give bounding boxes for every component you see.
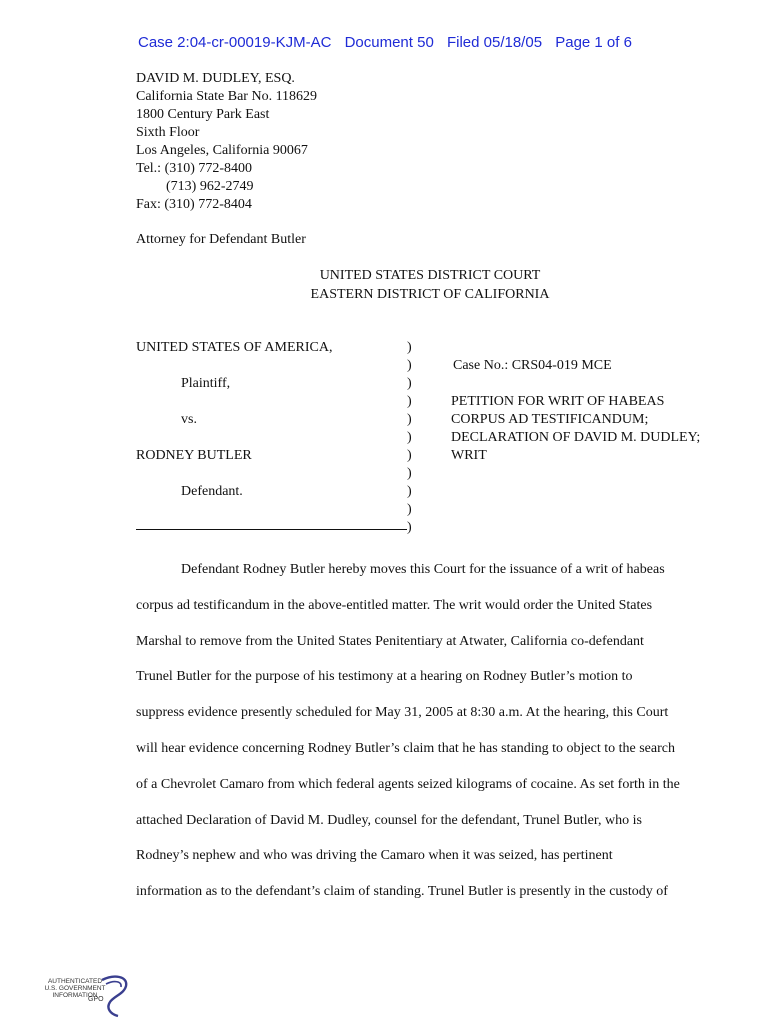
- versus-label: vs.: [181, 412, 197, 427]
- case-caption-parties: [136, 339, 332, 501]
- attorney-name: DAVID M. DUDLEY, ESQ.: [136, 71, 295, 86]
- caption-paren: ): [407, 502, 412, 517]
- body-line: Marshal to remove from the United States Penitentiary at Atwater, California co-defendant: [136, 633, 644, 649]
- caption-paren: ): [407, 394, 412, 409]
- case-number: Case No.: CRS04-019 MCE: [453, 358, 612, 373]
- gpo-line: INFORMATION: [52, 992, 98, 999]
- caption-paren: ): [407, 376, 412, 391]
- attorney-bar-number: California State Bar No. 118629: [136, 89, 318, 104]
- body-line: Defendant Rodney Butler hereby moves this Court for the issuance of a writ of habeas: [181, 562, 665, 577]
- body-line: corpus ad testificandum in the above-entitled matter. The writ would order the United States: [136, 597, 653, 613]
- body-line: of a Chevrolet Camaro from which federal agents seized kilograms of cocaine. As set forth in the: [136, 776, 680, 792]
- case-number-stamp: Case 2:04-cr-00019-KJM-AC: [138, 34, 332, 51]
- body-line: attached Declaration of David M. Dudley, counsel for the defendant, Trunel Butler, who is: [136, 812, 642, 828]
- caption-paren: ): [407, 340, 412, 355]
- court-district: EASTERN DISTRICT OF CALIFORNIA: [310, 287, 550, 302]
- attorney-fax: Fax: (310) 772-8404: [136, 197, 252, 212]
- document-title: [451, 393, 700, 465]
- filed-date-stamp: Filed 05/18/05: [446, 34, 543, 51]
- document-title-line: DECLARATION OF DAVID M. DUDLEY;: [451, 430, 701, 445]
- attorney-street: 1800 Century Park East: [136, 107, 270, 122]
- plaintiff-party: UNITED STATES OF AMERICA,: [136, 340, 333, 355]
- caption-paren: ): [407, 448, 412, 463]
- attorney-city: Los Angeles, California 90067: [136, 143, 308, 158]
- body-line: Rodney’s nephew and who was driving the Camaro when it was seized, has pertinent: [136, 848, 613, 864]
- caption-paren: ): [407, 520, 412, 535]
- document-title-line: CORPUS AD TESTIFICANDUM;: [451, 412, 649, 427]
- caption-paren: ): [407, 358, 412, 373]
- petition-body: [136, 552, 728, 910]
- gpo-authentication-logo: [44, 972, 134, 1018]
- caption-underline: [136, 529, 407, 530]
- page-count-stamp: Page 1 of 6: [555, 34, 632, 51]
- body-line: information as to the defendant’s claim of standing. Trunel Butler is presently in the custody of: [136, 884, 668, 900]
- caption-paren: ): [407, 466, 412, 481]
- gpo-line: AUTHENTICATED: [47, 978, 103, 985]
- plaintiff-label: Plaintiff,: [181, 376, 231, 391]
- gpo-mark: GPO: [88, 996, 104, 1003]
- case-caption-details: [451, 357, 700, 465]
- caption-parenthesis-column: [407, 339, 412, 537]
- gpo-line: U.S. GOVERNMENT: [44, 985, 106, 992]
- court-heading: [136, 266, 724, 304]
- document-title-line: WRIT: [451, 448, 487, 463]
- attorney-floor: Sixth Floor: [136, 125, 200, 140]
- court-name: UNITED STATES DISTRICT COURT: [319, 268, 541, 283]
- court-filing-stamp: [138, 34, 641, 51]
- caption-paren: ): [407, 484, 412, 499]
- attorney-alt-phone: (713) 962-2749: [166, 179, 254, 194]
- body-line: suppress evidence presently scheduled for May 31, 2005 at 8:30 a.m. At the hearing, this Court: [136, 705, 669, 721]
- document-number-stamp: Document 50: [344, 34, 434, 51]
- attorney-for-line: Attorney for Defendant Butler: [136, 232, 306, 247]
- defendant-party: RODNEY BUTLER: [136, 448, 252, 463]
- caption-paren: ): [407, 430, 412, 445]
- attorney-contact-block: [136, 70, 317, 214]
- body-line: will hear evidence concerning Rodney Butler’s claim that he has standing to object to the search: [136, 740, 675, 756]
- body-line: Trunel Butler for the purpose of his testimony at a hearing on Rodney Butler’s motion to: [136, 669, 633, 685]
- attorney-phone: Tel.: (310) 772-8400: [136, 161, 253, 176]
- caption-paren: ): [407, 412, 412, 427]
- document-title-line: PETITION FOR WRIT OF HABEAS: [451, 394, 665, 409]
- defendant-label: Defendant.: [181, 484, 243, 499]
